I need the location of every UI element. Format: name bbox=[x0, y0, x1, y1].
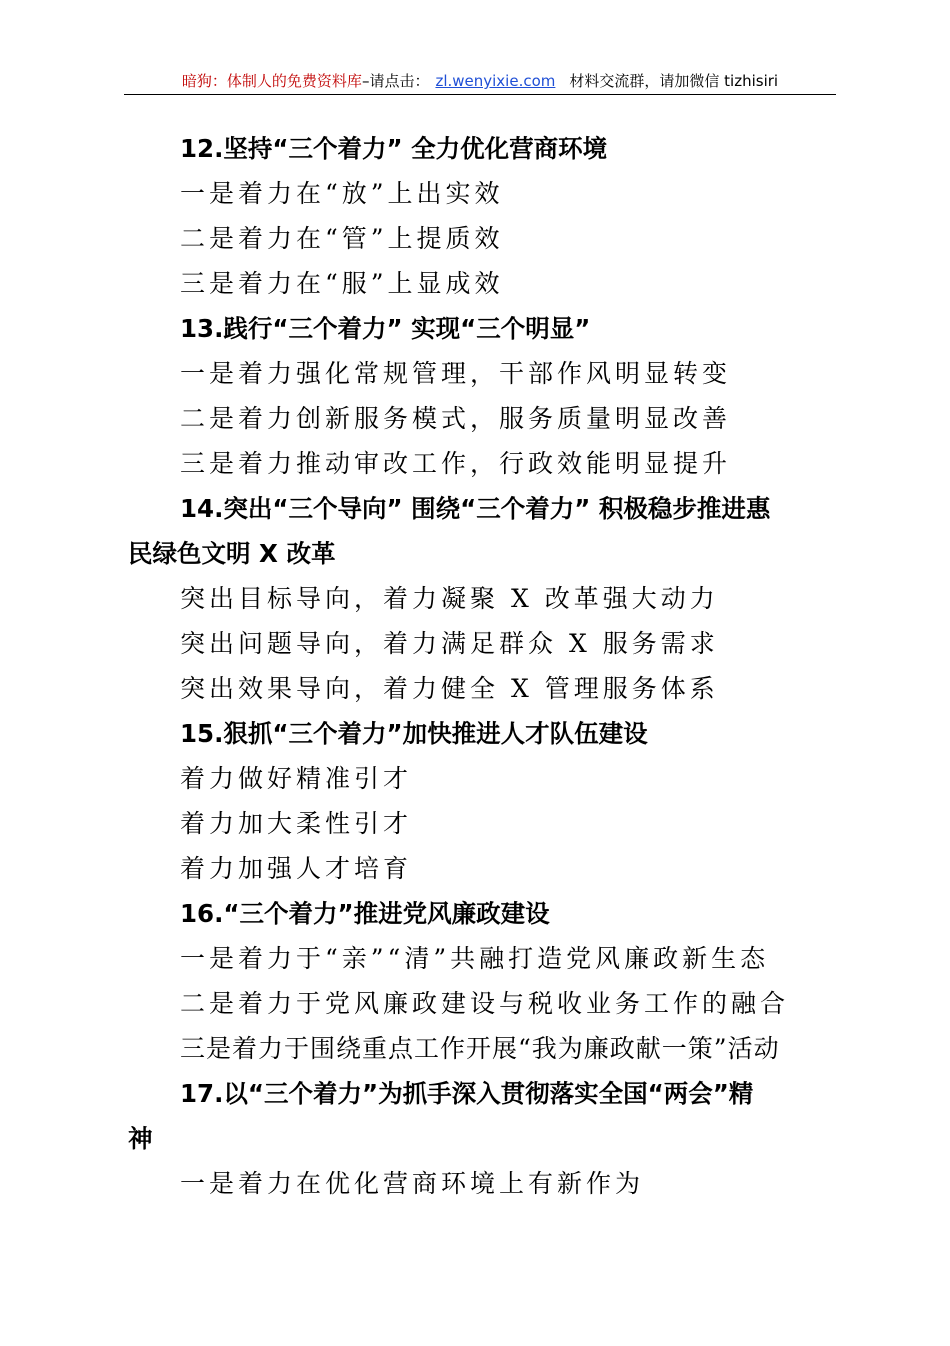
list-item: 三是着力在“服”上显成效 bbox=[180, 269, 504, 298]
list-item: 突出目标导向，着力凝聚 X 改革强大动力 bbox=[180, 584, 719, 613]
list-item: 一是着力在优化营商环境上有新作为 bbox=[180, 1169, 645, 1198]
section-heading-12: 12.坚持“三个着力” 全力优化营商环境 bbox=[180, 134, 608, 163]
list-item: 着力做好精准引才 bbox=[180, 764, 413, 793]
list-item: 二是着力在“管”上提质效 bbox=[180, 224, 504, 253]
section-heading-15: 15.狠抓“三个着力”加快推进人才队伍建设 bbox=[180, 719, 648, 748]
list-item: 二是着力于党风廉政建设与税收业务工作的融合 bbox=[180, 989, 790, 1018]
list-item: 三是着力推动审改工作，行政效能明显提升 bbox=[180, 449, 732, 478]
list-item: 一是着力在“放”上出实效 bbox=[180, 179, 504, 208]
list-item: 三是着力于围绕重点工作开展“我为廉政献一策”活动 bbox=[180, 1034, 780, 1063]
list-item: 突出问题导向，着力满足群众 X 服务需求 bbox=[180, 629, 719, 658]
header-url-link[interactable]: zl.wenyixie.com bbox=[435, 72, 556, 90]
section-heading-17-line1: 17.以“三个着力”为抓手深入贯彻落实全国“两会”精 bbox=[180, 1079, 754, 1108]
list-item: 突出效果导向，着力健全 X 管理服务体系 bbox=[180, 674, 719, 703]
section-heading-16: 16.“三个着力”推进党风廉政建设 bbox=[180, 899, 550, 928]
section-heading-13: 13.践行“三个着力” 实现“三个明显” bbox=[180, 314, 591, 343]
header-prompt: –请点击： bbox=[361, 72, 430, 90]
list-item: 二是着力创新服务模式，服务质量明显改善 bbox=[180, 404, 732, 433]
list-item: 着力加强人才培育 bbox=[180, 854, 413, 883]
section-heading-14-line2: 民绿色文明 X 改革 bbox=[128, 539, 336, 568]
header-site-name: 暗狗：体制人的免费资料库 bbox=[181, 72, 362, 90]
list-item: 一是着力强化常规管理，干部作风明显转变 bbox=[180, 359, 732, 388]
section-heading-17-line2: 神 bbox=[128, 1124, 153, 1153]
section-heading-14-line1: 14.突出“三个导向” 围绕“三个着力” 积极稳步推进惠 bbox=[180, 494, 771, 523]
list-item: 着力加大柔性引才 bbox=[180, 809, 413, 838]
header-contact: 材料交流群，请加微信 tizhisiri bbox=[569, 72, 779, 90]
page-header bbox=[124, 68, 836, 95]
document-body bbox=[128, 126, 836, 1206]
list-item: 一是着力于“亲”“清”共融打造党风廉政新生态 bbox=[180, 944, 770, 973]
